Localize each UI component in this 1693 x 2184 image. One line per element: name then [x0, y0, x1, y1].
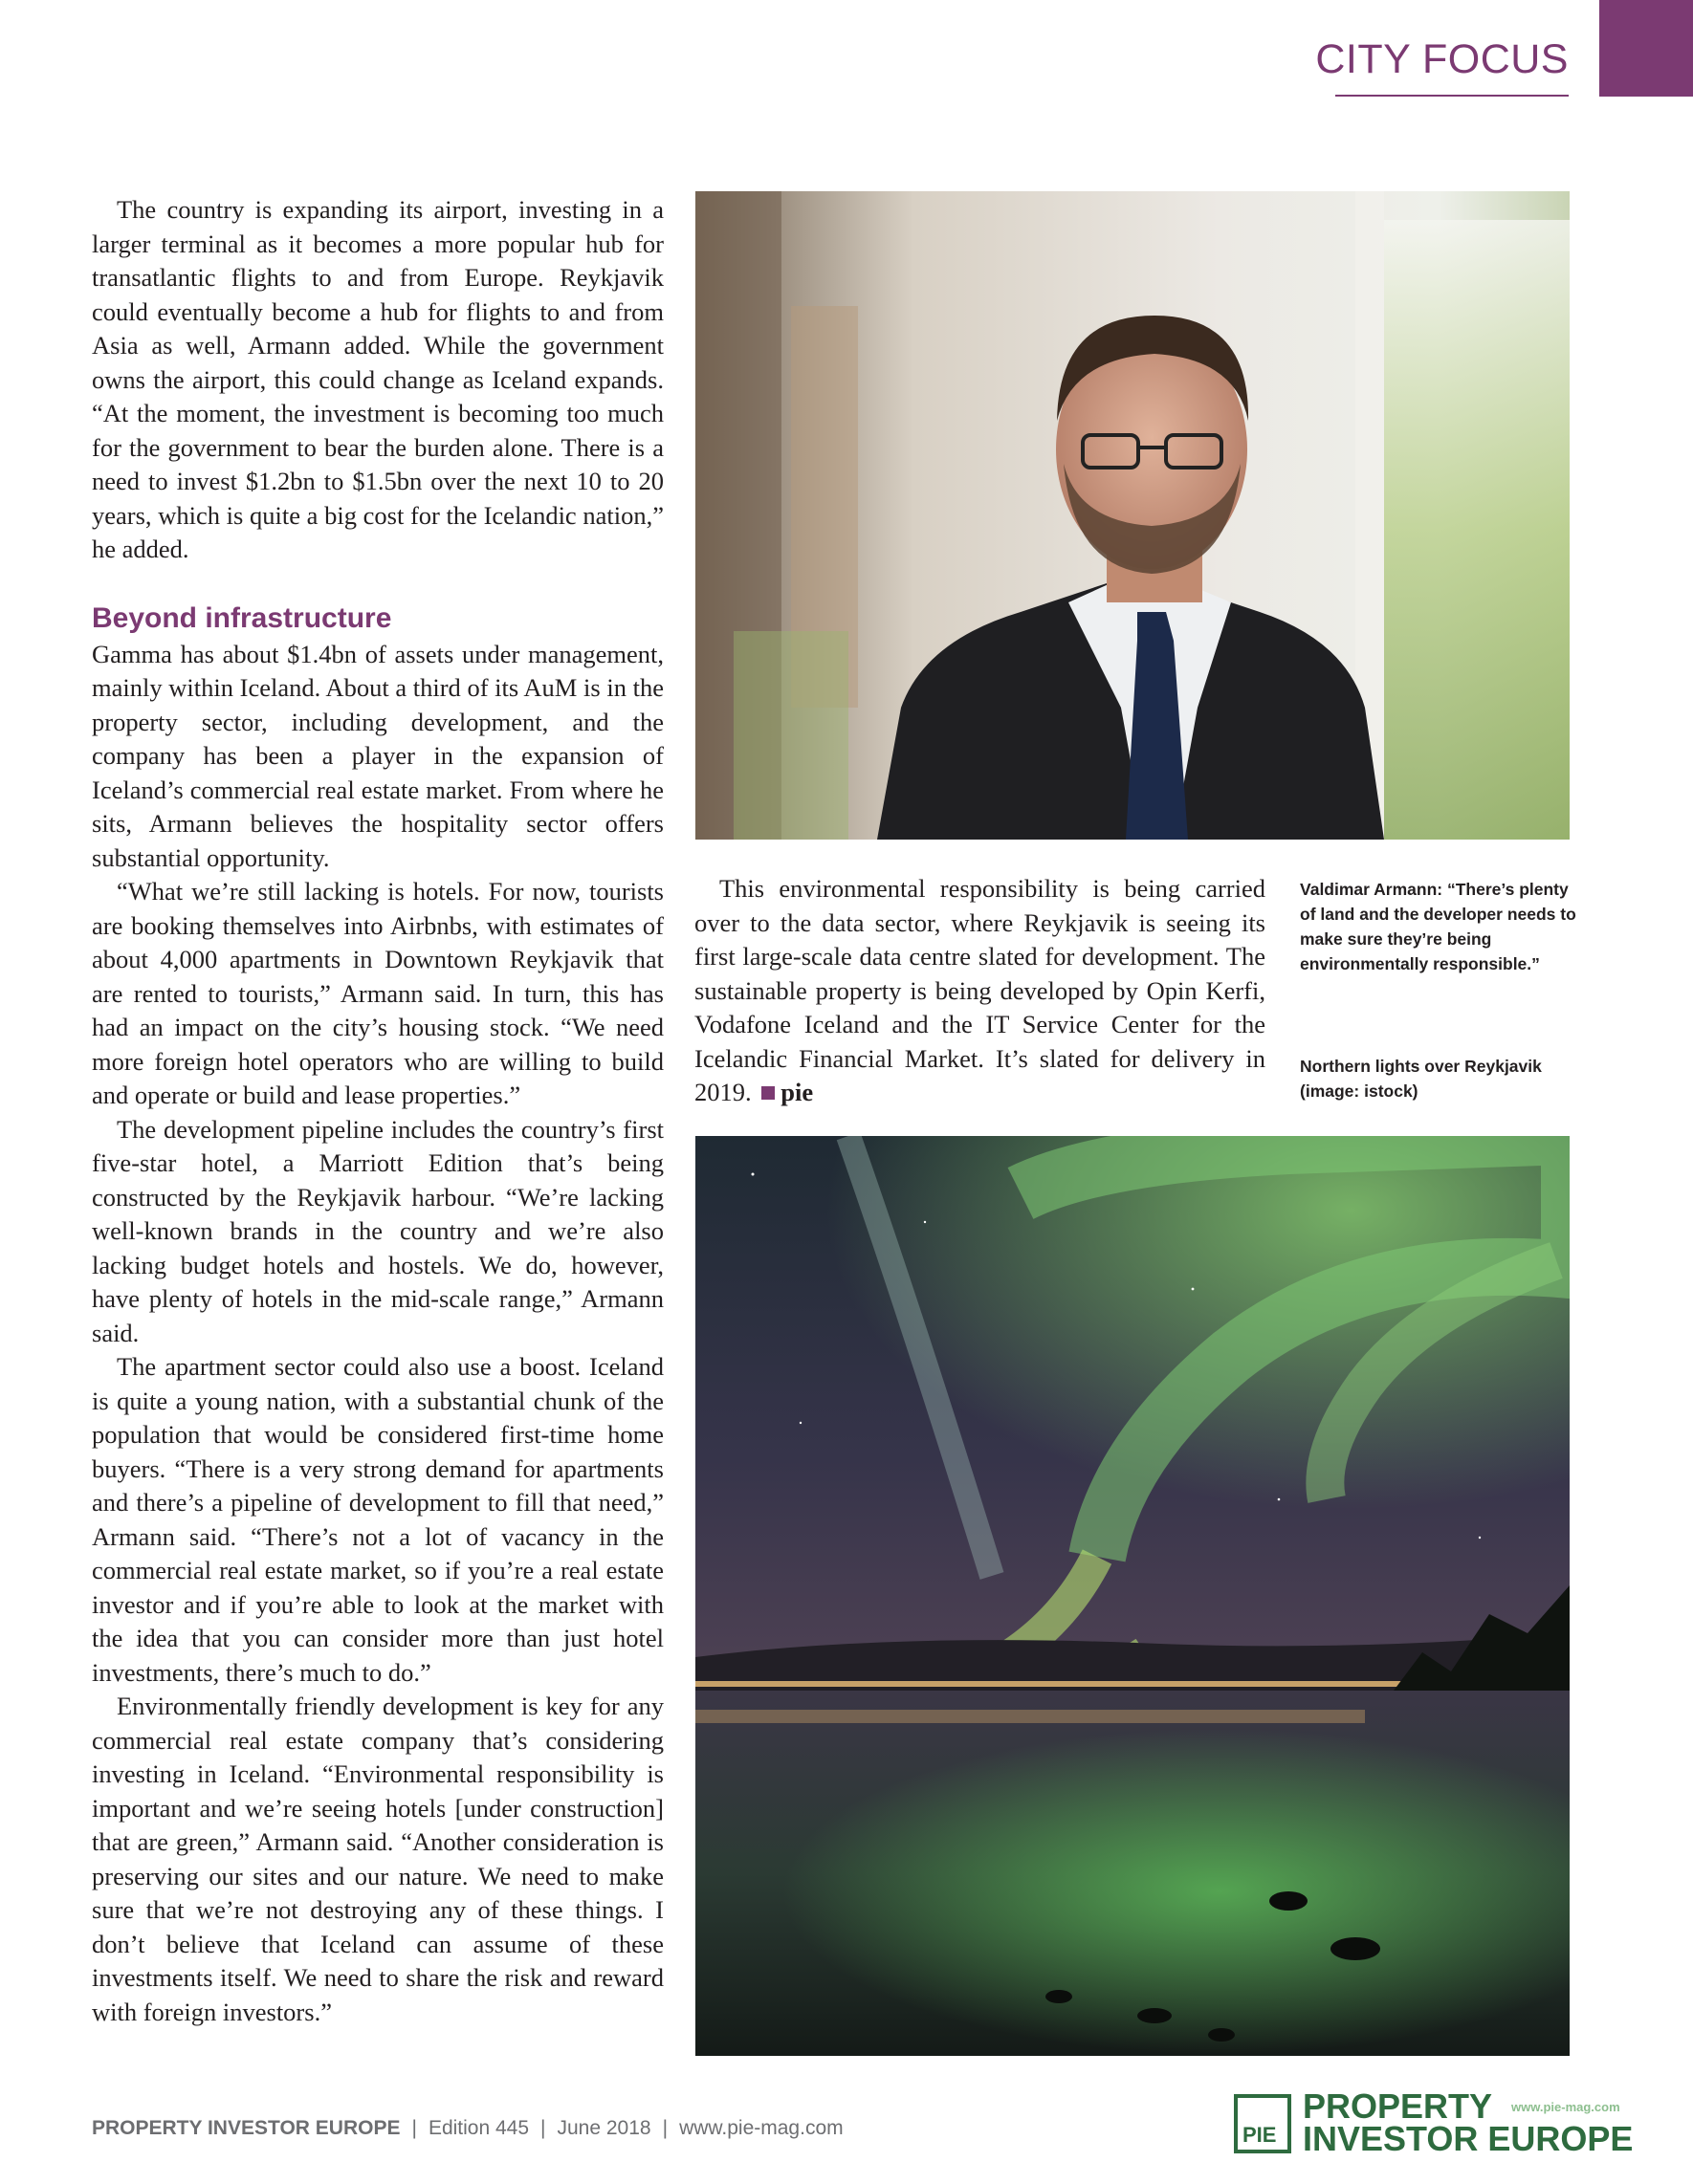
footer-date: June 2018	[557, 2117, 651, 2139]
footer-separator: |	[662, 2117, 669, 2139]
footer-separator: |	[411, 2117, 417, 2139]
end-mark: pie	[781, 1078, 814, 1106]
article-paragraph	[694, 872, 1265, 1110]
end-of-article-square	[761, 1086, 775, 1100]
portrait-caption: Valdimar Armann: “There’s plenty of land and the developer needs to make sure they’re being environmentally responsible.”	[1300, 880, 1576, 973]
footer-edition: Edition 445	[428, 2117, 530, 2139]
section-title: CITY FOCUS	[1315, 36, 1569, 82]
logo-wordmark: PROPERTY INVESTOR EUROPE	[1303, 2086, 1634, 2158]
article-text: This environmental responsibility is being carried over to the data sector, where Reykjavik is seeing its first large-scale data centre slated for development. The sustainable property is being developed by Opin Kerfi, Vodafone Iceland and the IT Service Center for the Icelandic Financial Market. It’s slated for delivery in 2019.	[694, 874, 1265, 1106]
article-paragraph: “What we’re still lacking is hotels. For now, tourists are booking themselves into Airbnbs, with estimates of about 4,000 apartments in Downtown Reykjavik that are rented to tourists,” Armann said. In turn, this has had an impact on the city’s housing stock. “We need more foreign hotel operators who are willing to build and operate or build and lease properties.”	[92, 877, 664, 1109]
section-title-underline	[1335, 95, 1569, 97]
article-paragraph: Environmentally friendly development is key for any commercial real estate company that’s considering investing in Iceland. “Environmental responsibility is important and we’re seeing hotels [under construction] that are green,” Armann said. “Another consideration is preserving our sites and our nature. We need to make sure that we’re not destroying any of these things. I don’t believe that Iceland can assume of these investments itself. We need to share the risk and reward with foreign investors.”	[92, 1692, 664, 2026]
page-footer	[92, 2117, 844, 2140]
logo-url: www.pie-mag.com	[1511, 2100, 1620, 2114]
magazine-logo	[1234, 2086, 1650, 2158]
portrait-photo	[695, 191, 1570, 840]
aurora-photo	[695, 1136, 1570, 2056]
article-paragraph: The development pipeline includes the country’s first five-star hotel, a Marriott Edition that’s being constructed by the Reykjavik harbour. “We’re lacking well-known brands in the country and we’re also lacking budget hotels and hostels. We do, however, have plenty of hotels in the mid-scale range,” Armann said.	[92, 1114, 664, 1347]
footer-brand: PROPERTY INVESTOR EUROPE	[92, 2117, 401, 2139]
subheading: Beyond infrastructure	[92, 601, 392, 634]
footer-separator: |	[540, 2117, 546, 2139]
article-paragraph: The apartment sector could also use a boost. Iceland is quite a young nation, with a substantial chunk of the population that would be considered first-time home buyers. “There is a very strong demand for apartments and there’s a pipeline of development to fill that need,” Armann said. “There’s not a lot of vacancy in the commercial real estate market, so if you’re a real estate investor and if you’re able to look at the market with the idea that you can consider more than just hotel investments, there’s much to do.”	[92, 1352, 664, 1687]
article-left-column	[92, 193, 664, 2029]
section-color-tab	[1599, 0, 1693, 97]
article-paragraph: The country is expanding its airport, investing in a larger terminal as it becomes a more popular hub for transatlantic flights to and from Europe. Reykjavik could eventually become a hub for flights to and from Asia as well, Armann added. While the government owns the airport, this could change as Iceland expands. “At the moment, the investment is becoming too much for the government to bear the burden alone. There is a need to invest $1.2bn to $1.5bn over the next 10 to 20 years, which is quite a big cost for the Icelandic nation,” he added.	[92, 195, 664, 563]
logo-mark-icon: PIE	[1234, 2094, 1291, 2153]
footer-url: www.pie-mag.com	[679, 2117, 844, 2139]
article-middle-column	[694, 872, 1265, 1110]
aurora-caption: Northern lights over Reykjavik (image: istock)	[1300, 1057, 1542, 1101]
article-paragraph: Gamma has about $1.4bn of assets under management, mainly within Iceland. About a third of its AuM is in the property sector, including development, and the company has been a player in the expansion of Iceland’s commercial real estate market. From where he sits, Armann believes the hospitality sector offers substantial opportunity.	[92, 639, 664, 872]
